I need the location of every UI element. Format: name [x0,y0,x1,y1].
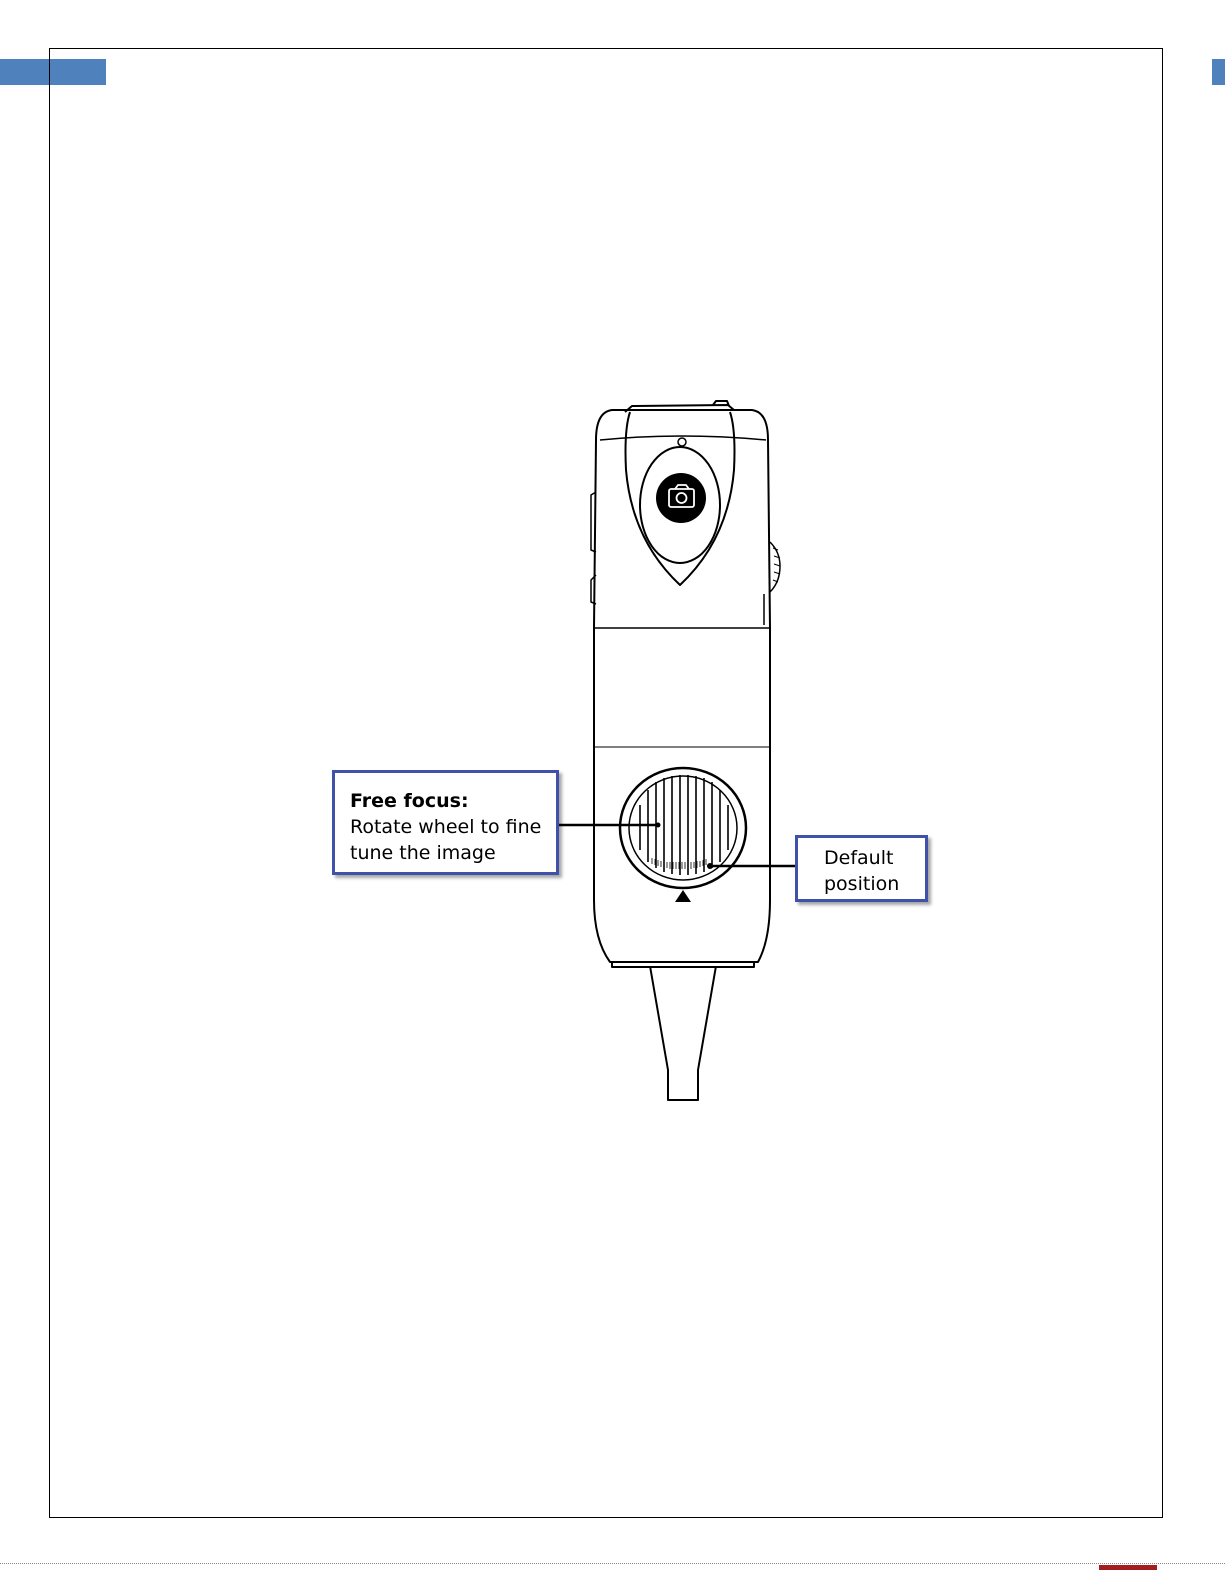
shutter-button [656,473,706,523]
footer-accent [1099,1565,1157,1570]
default-position-line-2: position [824,873,900,895]
usb-cable [650,966,716,1100]
footer-dotted-rule [0,1563,1225,1564]
side-wheel [770,542,780,592]
default-position-callout [795,835,928,902]
free-focus-line-1: Rotate wheel to fine [350,816,542,838]
free-focus-callout [332,770,559,875]
callout-anchor-dot [707,863,713,869]
free-focus-line-2: tune the image [350,842,496,864]
default-position-line-1: Default [824,847,894,869]
free-focus-title: Free focus: [350,790,469,812]
